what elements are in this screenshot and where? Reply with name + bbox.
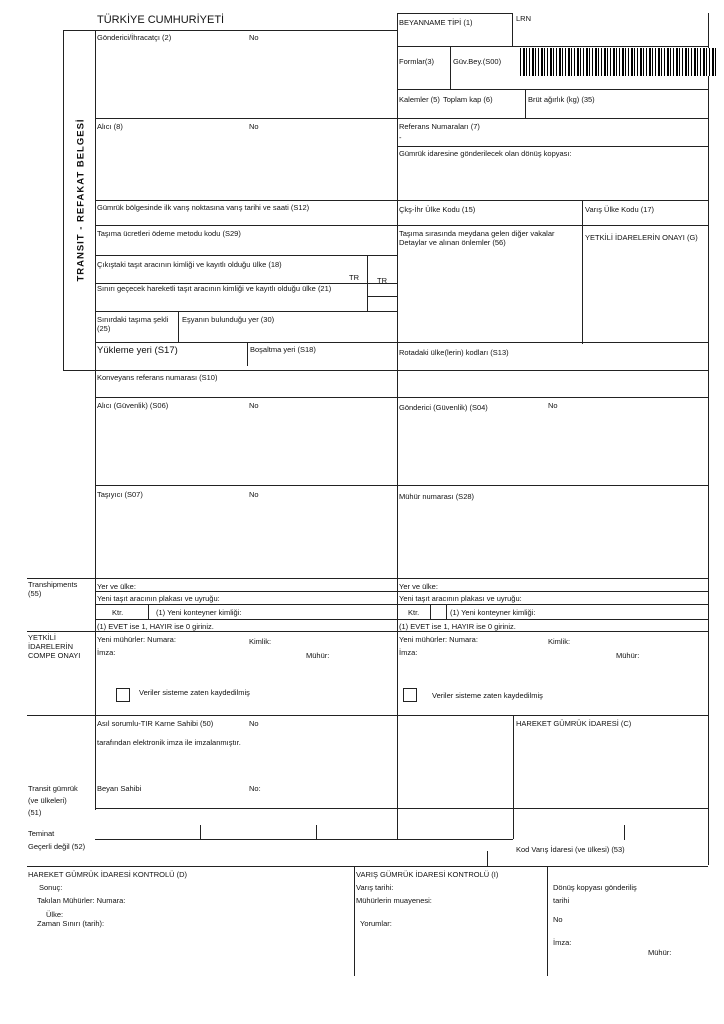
declaration-type-label: BEYANNAME TİPİ (1) xyxy=(399,18,473,27)
place-country-right: Yer ve ülke: xyxy=(399,582,438,591)
return-sent-label: Dönüş kopyası gönderiliş xyxy=(553,883,637,892)
goods-location-label: Eşyanın bulunduğu yer (30) xyxy=(182,315,275,324)
stamp-right: Mühür: xyxy=(616,651,640,660)
receiver-security-label: Alıcı (Güvenlik) (S06) xyxy=(97,401,169,410)
signature-left: İmza: xyxy=(97,648,116,657)
authority-approval-label: YETKİLİ İDARELERİN ONAYI (G) xyxy=(585,233,698,242)
identity-left: Kimlik: xyxy=(249,637,272,646)
already-recorded-left: Veriler sisteme zaten kaydedilmiş xyxy=(139,688,250,697)
ktr-left: Ktr. xyxy=(112,608,124,617)
tr-code-1: TR xyxy=(349,273,359,282)
carrier-no: No xyxy=(249,490,259,499)
principal-no: No xyxy=(249,719,259,728)
return-no-label: No xyxy=(553,915,563,924)
country-label: Ülke: xyxy=(46,910,64,919)
declarant-no: No: xyxy=(249,784,261,793)
new-vehicle-right: Yeni taşıt aracının plakası ve uyruğu: xyxy=(399,594,522,603)
new-container-right: (1) Yeni konteyner kimliği: xyxy=(450,608,536,617)
security-dec-label: Güv.Bey.(S00) xyxy=(453,57,502,66)
departure-vehicle-label: Çıkıştaki taşıt aracının kimliği ve kayıtlı olduğu ülke (18) xyxy=(97,260,282,269)
stamp-bottom-label: Mühür: xyxy=(648,948,672,957)
route-countries-label: Rotadaki ülke(lerin) kodları (S13) xyxy=(399,348,509,357)
signature-right: İmza: xyxy=(399,648,418,657)
outer-left-border xyxy=(63,30,64,371)
identity-right: Kimlik: xyxy=(548,637,571,646)
yes-no-right: (1) EVET ise 1, HAYIR ise 0 giriniz. xyxy=(399,622,516,631)
new-container-left: (1) Yeni konteyner kimliği: xyxy=(156,608,242,617)
barcode xyxy=(520,48,718,76)
declarant-label: Beyan Sahibi xyxy=(97,784,142,793)
checkbox-left[interactable] xyxy=(116,688,130,702)
checkbox-right[interactable] xyxy=(403,688,417,702)
control-i-label: VARIŞ GÜMRÜK İDARESİ KONTROLÜ (I) xyxy=(356,870,499,879)
stamp-left: Mühür: xyxy=(306,651,330,660)
border-mode-label: Sınırdaki taşıma şekli (25) xyxy=(97,315,169,333)
tr-code-2: TR xyxy=(377,276,387,285)
arrival-label: Gümrük bölgesinde ilk varış noktasına varış tarihi ve saati (S12) xyxy=(97,203,310,212)
destination-office-label: Kod Varış İdaresi (ve ülkesi) (53) xyxy=(516,845,625,854)
convoy-ref-label: Konveyans referans numarası (S10) xyxy=(97,373,218,382)
result-label: Sonuç: xyxy=(39,883,63,892)
side-title: TRANSIT - REFAKAT BELGESİ xyxy=(75,118,87,282)
place-country-left: Yer ve ülke: xyxy=(97,582,136,591)
guarantee-label: Teminat xyxy=(28,829,55,838)
return-copy-label: Gümrük idaresine gönderilecek olan dönüş kopyası: xyxy=(399,149,572,158)
seal-check-label: Mühürlerin muayenesi: xyxy=(356,896,432,905)
date-label: tarihi xyxy=(553,896,570,905)
lrn-label: LRN xyxy=(516,14,532,23)
reference-dash: - xyxy=(399,133,402,142)
sender-security-no: No xyxy=(548,401,558,410)
yes-no-left: (1) EVET ise 1, HAYIR ise 0 giriniz. xyxy=(97,622,214,631)
items-label: Kalemler (5) xyxy=(399,95,440,104)
departure-office-label: HAREKET GÜMRÜK İDARESİ (C) xyxy=(516,719,632,728)
control-d-label: HAREKET GÜMRÜK İDARESİ KONTROLÜ (D) xyxy=(28,870,188,879)
esign-label: tarafından elektronik imza ile imzalanmıştır. xyxy=(97,738,241,747)
affixed-seals-label: Takılan Mühürler: Numara: xyxy=(37,896,126,905)
right-border xyxy=(708,13,709,865)
sender-no-label: No xyxy=(249,33,259,42)
authority-compe-label: YETKİLİ İDARELERİN COMPE ONAYI xyxy=(28,633,81,660)
carrier-label: Taşıyıcı (S07) xyxy=(97,490,143,499)
unloading-place-label: Boşaltma yeri (S18) xyxy=(250,345,316,354)
principal-label: Asıl sorumlu-TIR Karne Sahibi (50) xyxy=(97,719,214,728)
not-valid-label: Geçerli değil (52) xyxy=(28,842,86,851)
incidents-label: Taşıma sırasında meydana gelen diğer vakalar Detaylar ve alınan önlemler (56) xyxy=(399,229,555,247)
remarks-label: Yorumlar: xyxy=(360,919,392,928)
time-limit-label: Zaman Sınırı (tarih): xyxy=(37,919,105,928)
ktr-right: Ktr. xyxy=(408,608,420,617)
new-seals-right: Yeni mühürler: Numara: xyxy=(399,635,478,644)
export-country-label: Çkş-İhr Ülke Kodu (15) xyxy=(399,205,476,214)
already-recorded-right: Veriler sisteme zaten kaydedilmiş xyxy=(432,691,543,700)
transhipments-label: Transhipments (55) xyxy=(28,580,78,598)
new-vehicle-left: Yeni taşıt aracının plakası ve uyruğu: xyxy=(97,594,220,603)
forms-label: Formlar(3) xyxy=(399,57,434,66)
new-seals-left: Yeni mühürler: Numara: xyxy=(97,635,176,644)
destination-country-label: Varış Ülke Kodu (17) xyxy=(585,205,655,214)
sender-label: Gönderici/İhracatçı (2) xyxy=(97,33,172,42)
arrival-date-label: Varış tarihi: xyxy=(356,883,394,892)
receiver-label: Alıcı (8) xyxy=(97,122,123,131)
sender-security-label: Gönderici (Güvenlik) (S04) xyxy=(399,403,488,412)
receiver-security-no: No xyxy=(249,401,259,410)
country-title: TÜRKİYE CUMHURİYETİ xyxy=(97,14,225,26)
transit-offices-label: Transit gümrük (ve ülkeleri) (51) xyxy=(28,784,78,817)
reference-numbers-label: Referans Numaraları (7) xyxy=(399,122,480,131)
packages-label: Toplam kap (6) xyxy=(443,95,493,104)
left-column-border xyxy=(95,30,96,810)
loading-place-label: Yükleme yeri (S17) xyxy=(97,345,178,356)
payment-label: Taşıma ücretleri ödeme metodu kodu (S29) xyxy=(97,229,241,238)
seal-numbers-label: Mühür numarası (S28) xyxy=(399,492,475,501)
signature-bottom-label: İmza: xyxy=(553,938,572,947)
receiver-no-label: No xyxy=(249,122,259,131)
crossing-vehicle-label: Sınırı geçecek hareketli taşıt aracının kimliği ve kayıtlı olduğu ülke (21) xyxy=(97,284,332,293)
gross-mass-label: Brüt ağırlık (kg) (35) xyxy=(528,95,595,104)
